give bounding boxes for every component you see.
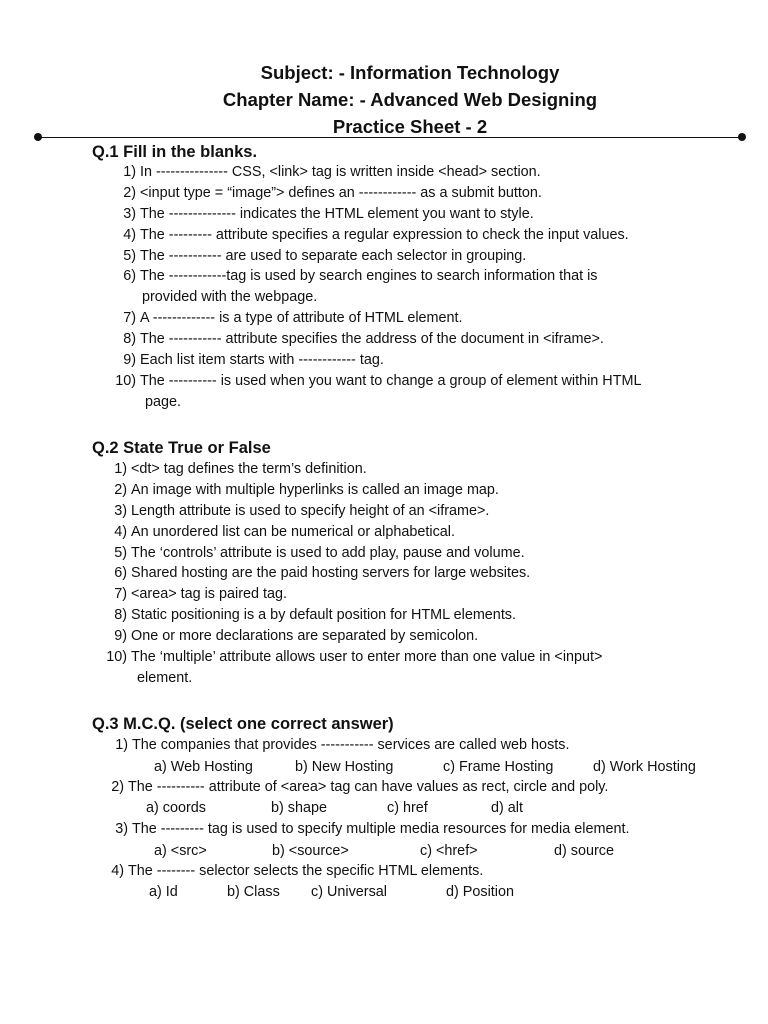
q1-item-10-continuation: page. — [145, 394, 182, 410]
q3-3-option-b: b) <source> — [272, 843, 349, 859]
q3-3-option-c: c) <href> — [420, 843, 478, 859]
q3-heading: Q.3 M.C.Q. (select one correct answer) — [92, 715, 394, 733]
q3-1-option-d: d) Work Hosting — [593, 759, 696, 775]
q3-2-option-c: c) href — [387, 800, 428, 816]
q3-4-option-d: d) Position — [446, 884, 514, 900]
q1-heading: Q.1 Fill in the blanks. — [92, 143, 258, 161]
q3-1-option-c: c) Frame Hosting — [443, 759, 554, 775]
q2-heading: Q.2 State True or False — [92, 439, 271, 457]
q3-1-option-b: b) New Hosting — [295, 759, 394, 775]
q3-4-option-c: c) Universal — [311, 884, 387, 900]
header-divider — [38, 137, 742, 138]
q3-3-option-d: d) source — [554, 843, 614, 859]
q3-4-option-b: b) Class — [227, 884, 280, 900]
divider-right-dot — [738, 133, 746, 141]
q3-2-option-a: a) coords — [146, 800, 206, 816]
q2-item-10-continuation: element. — [137, 670, 193, 686]
chapter-title: Chapter Name: - Advanced Web Designing — [222, 89, 598, 110]
subject-title: Subject: - Information Technology — [260, 62, 560, 83]
q3-2-option-b: b) shape — [271, 800, 328, 816]
q1-item-6-continuation: provided with the webpage. — [142, 289, 318, 305]
q3-4-option-a: a) Id — [149, 884, 178, 900]
q3-1-option-a: a) Web Hosting — [154, 759, 253, 775]
q3-2-option-d: d) alt — [491, 800, 523, 816]
sheet-title: Practice Sheet - 2 — [332, 116, 488, 137]
q3-3-option-a: a) <src> — [154, 843, 207, 859]
divider-left-dot — [34, 133, 42, 141]
